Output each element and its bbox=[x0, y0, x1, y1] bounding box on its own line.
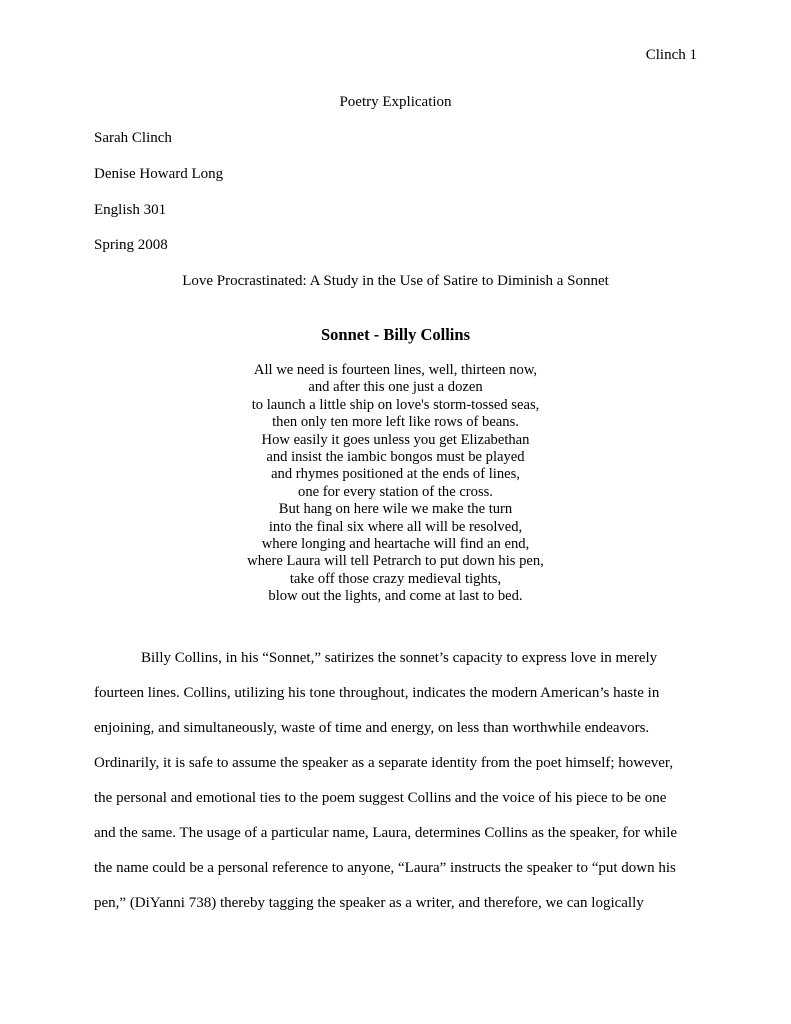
essay-body bbox=[94, 648, 698, 928]
poem-line: take off those crazy medieval tights, bbox=[289, 570, 502, 587]
poem-line: and insist the iambic bongos must be played bbox=[266, 449, 525, 466]
essay-title: Love Procrastinated: A Study in the Use of Satire to Diminish a Sonnet bbox=[182, 273, 609, 289]
poem-line: and after this one just a dozen bbox=[308, 379, 483, 396]
poem-line: All we need is fourteen lines, well, thirteen now, bbox=[253, 362, 538, 378]
poem-line: and rhymes positioned at the ends of lines, bbox=[271, 466, 520, 483]
poem-line: then only ten more left like rows of beans. bbox=[272, 414, 519, 431]
instructor-name: Denise Howard Long bbox=[94, 166, 224, 182]
poem-line: But hang on here wile we make the turn bbox=[278, 501, 513, 518]
poem-line: blow out the lights, and come at last to bed. bbox=[268, 588, 523, 605]
body-line: the personal and emotional ties to the poem suggest Collins and the voice of his piece to be one bbox=[94, 790, 667, 806]
poem-block bbox=[0, 362, 791, 606]
page-header-number: Clinch 1 bbox=[645, 47, 697, 63]
body-line: fourteen lines. Collins, utilizing his tone throughout, indicates the modern American’s haste in bbox=[94, 685, 660, 701]
poem-line: one for every station of the cross. bbox=[298, 483, 493, 500]
body-line: enjoining, and simultaneously, waste of time and energy, on less than worthwhile endeavors. bbox=[94, 720, 650, 736]
poem-line: where Laura will tell Petrarch to put down his pen, bbox=[247, 553, 544, 570]
assignment-title: Poetry Explication bbox=[339, 94, 452, 110]
body-line: Ordinarily, it is safe to assume the speaker as a separate identity from the poet himself; however, bbox=[94, 755, 674, 771]
term: Spring 2008 bbox=[94, 237, 168, 253]
body-line: and the same. The usage of a particular name, Laura, determines Collins as the speaker, for while bbox=[94, 825, 678, 841]
poem-title: Sonnet - Billy Collins bbox=[321, 325, 470, 344]
body-line: Billy Collins, in his “Sonnet,” satirizes the sonnet’s capacity to express love in merely bbox=[141, 650, 658, 666]
poem-line: into the final six where all will be resolved, bbox=[268, 518, 523, 535]
poem-line: How easily it goes unless you get Elizabethan bbox=[261, 431, 530, 448]
author-name: Sarah Clinch bbox=[94, 130, 172, 146]
poem-line: to launch a little ship on love's storm-tossed seas, bbox=[251, 396, 540, 413]
poem-line: where longing and heartache will find an end, bbox=[261, 536, 530, 553]
body-line: pen,” (DiYanni 738) thereby tagging the speaker as a writer, and therefore, we can logically bbox=[94, 895, 644, 911]
body-line: the name could be a personal reference to anyone, “Laura” instructs the speaker to “put down his bbox=[94, 860, 676, 876]
course-name: English 301 bbox=[94, 202, 167, 218]
